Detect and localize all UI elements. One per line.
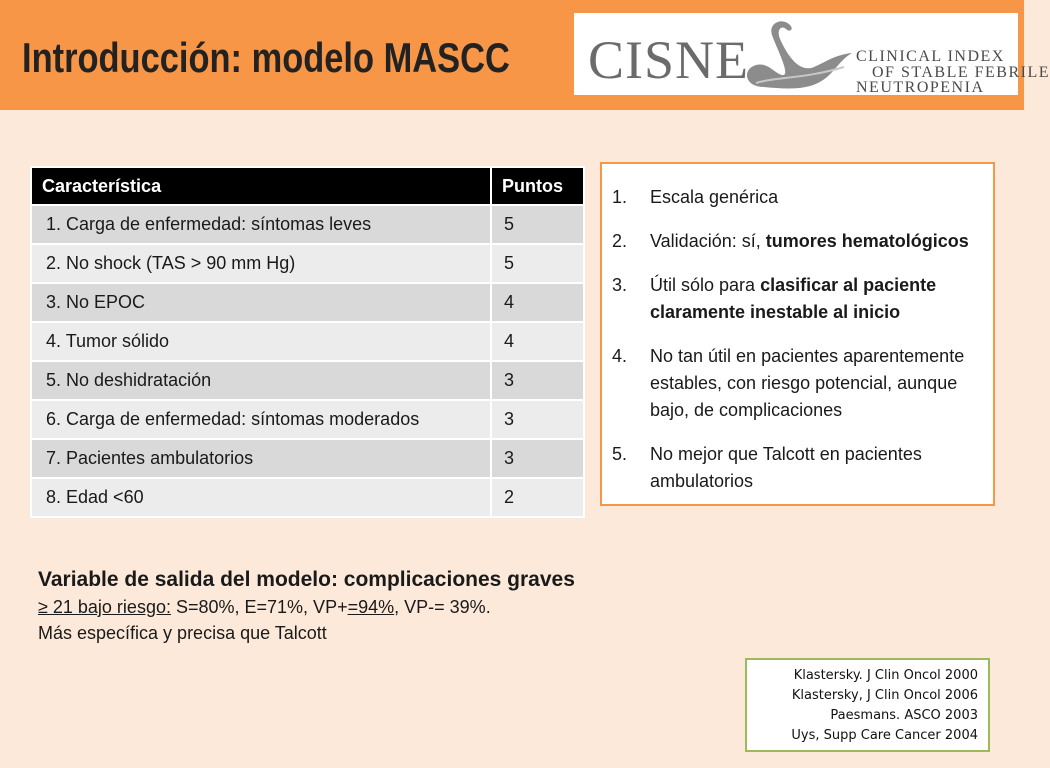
notes-list <box>610 184 981 495</box>
feature-cell: 3. No EPOC <box>31 283 491 322</box>
list-number: 5. <box>612 444 628 464</box>
list-text: No mejor que Talcott en pacientes ambulatorios <box>650 444 922 491</box>
stats-text: , VP-= 39%. <box>394 597 491 617</box>
feature-cell: 1. Carga de enfermedad: síntomas leves <box>31 205 491 244</box>
stats-highlight: =94% <box>347 597 395 617</box>
points-cell: 3 <box>491 361 584 400</box>
list-text: No tan útil en pacientes aparentemente estables, con riesgo potencial, aunque bajo, de complicaciones <box>650 346 965 420</box>
list-item <box>610 441 981 495</box>
list-number: 4. <box>612 346 628 366</box>
points-cell: 3 <box>491 400 584 439</box>
reference-item: Klastersky. J Clin Oncol 2000 <box>793 668 978 683</box>
points-cell: 2 <box>491 478 584 517</box>
column-header-points: Puntos <box>491 167 584 205</box>
points-cell: 5 <box>491 244 584 283</box>
points-cell: 4 <box>491 322 584 361</box>
risk-label: ≥ 21 bajo riesgo: <box>38 597 171 617</box>
table-row <box>31 244 584 283</box>
outcome-stats <box>38 594 638 620</box>
list-text-bold: clasificar al paciente claramente inestable al inicio <box>650 275 937 322</box>
outcome-summary <box>38 566 638 646</box>
logo-subtitle-line: CLINICAL INDEX <box>856 48 1005 65</box>
logo-wordmark: CISNE <box>588 30 750 90</box>
logo-subtitle-line: NEUTROPENIA <box>856 79 985 96</box>
reference-item: Uys, Supp Care Cancer 2004 <box>791 728 978 743</box>
header-bar <box>0 0 1050 110</box>
table-row <box>31 361 584 400</box>
logo-subtitle-line: OF STABLE FEBRILE <box>872 64 1050 81</box>
feature-cell: 6. Carga de enfermedad: síntomas moderados <box>31 400 491 439</box>
page-title: Introducción: modelo MASCC <box>22 34 510 81</box>
feature-cell: 4. Tumor sólido <box>31 322 491 361</box>
points-cell: 4 <box>491 283 584 322</box>
list-number: 3. <box>612 275 628 295</box>
cisne-logo <box>574 13 1050 96</box>
reference-item: Paesmans. ASCO 2003 <box>830 708 978 723</box>
list-number: 2. <box>612 231 628 251</box>
swan-icon <box>734 17 854 95</box>
feature-cell: 7. Pacientes ambulatorios <box>31 439 491 478</box>
table-row <box>31 400 584 439</box>
outcome-heading: Variable de salida del modelo: complicaciones graves <box>38 568 575 591</box>
points-cell: 3 <box>491 439 584 478</box>
list-text: Validación: sí, <box>650 231 766 251</box>
list-item <box>610 272 981 326</box>
list-item <box>610 228 981 255</box>
reference-item: Klastersky, J Clin Oncol 2006 <box>791 688 978 703</box>
list-item <box>610 184 981 211</box>
mascc-score-table <box>30 166 585 518</box>
table-header-row <box>31 167 584 205</box>
feature-cell: 5. No deshidratación <box>31 361 491 400</box>
list-item <box>610 343 981 424</box>
notes-box <box>600 162 995 506</box>
table-row <box>31 439 584 478</box>
points-cell: 5 <box>491 205 584 244</box>
list-text: Escala genérica <box>650 187 779 207</box>
list-number: 1. <box>612 187 628 207</box>
table-row <box>31 478 584 517</box>
list-text: Útil sólo para <box>650 275 761 295</box>
column-header-feature: Característica <box>31 167 491 205</box>
list-text-bold: tumores hematológicos <box>765 231 969 251</box>
feature-cell: 8. Edad <60 <box>31 478 491 517</box>
stats-text: S=80%, E=71%, VP+ <box>170 597 348 617</box>
table-row <box>31 205 584 244</box>
feature-cell: 2. No shock (TAS > 90 mm Hg) <box>31 244 491 283</box>
table-row <box>31 283 584 322</box>
table-row <box>31 322 584 361</box>
references-box <box>745 658 990 752</box>
outcome-comparison: Más específica y precisa que Talcott <box>38 623 327 643</box>
